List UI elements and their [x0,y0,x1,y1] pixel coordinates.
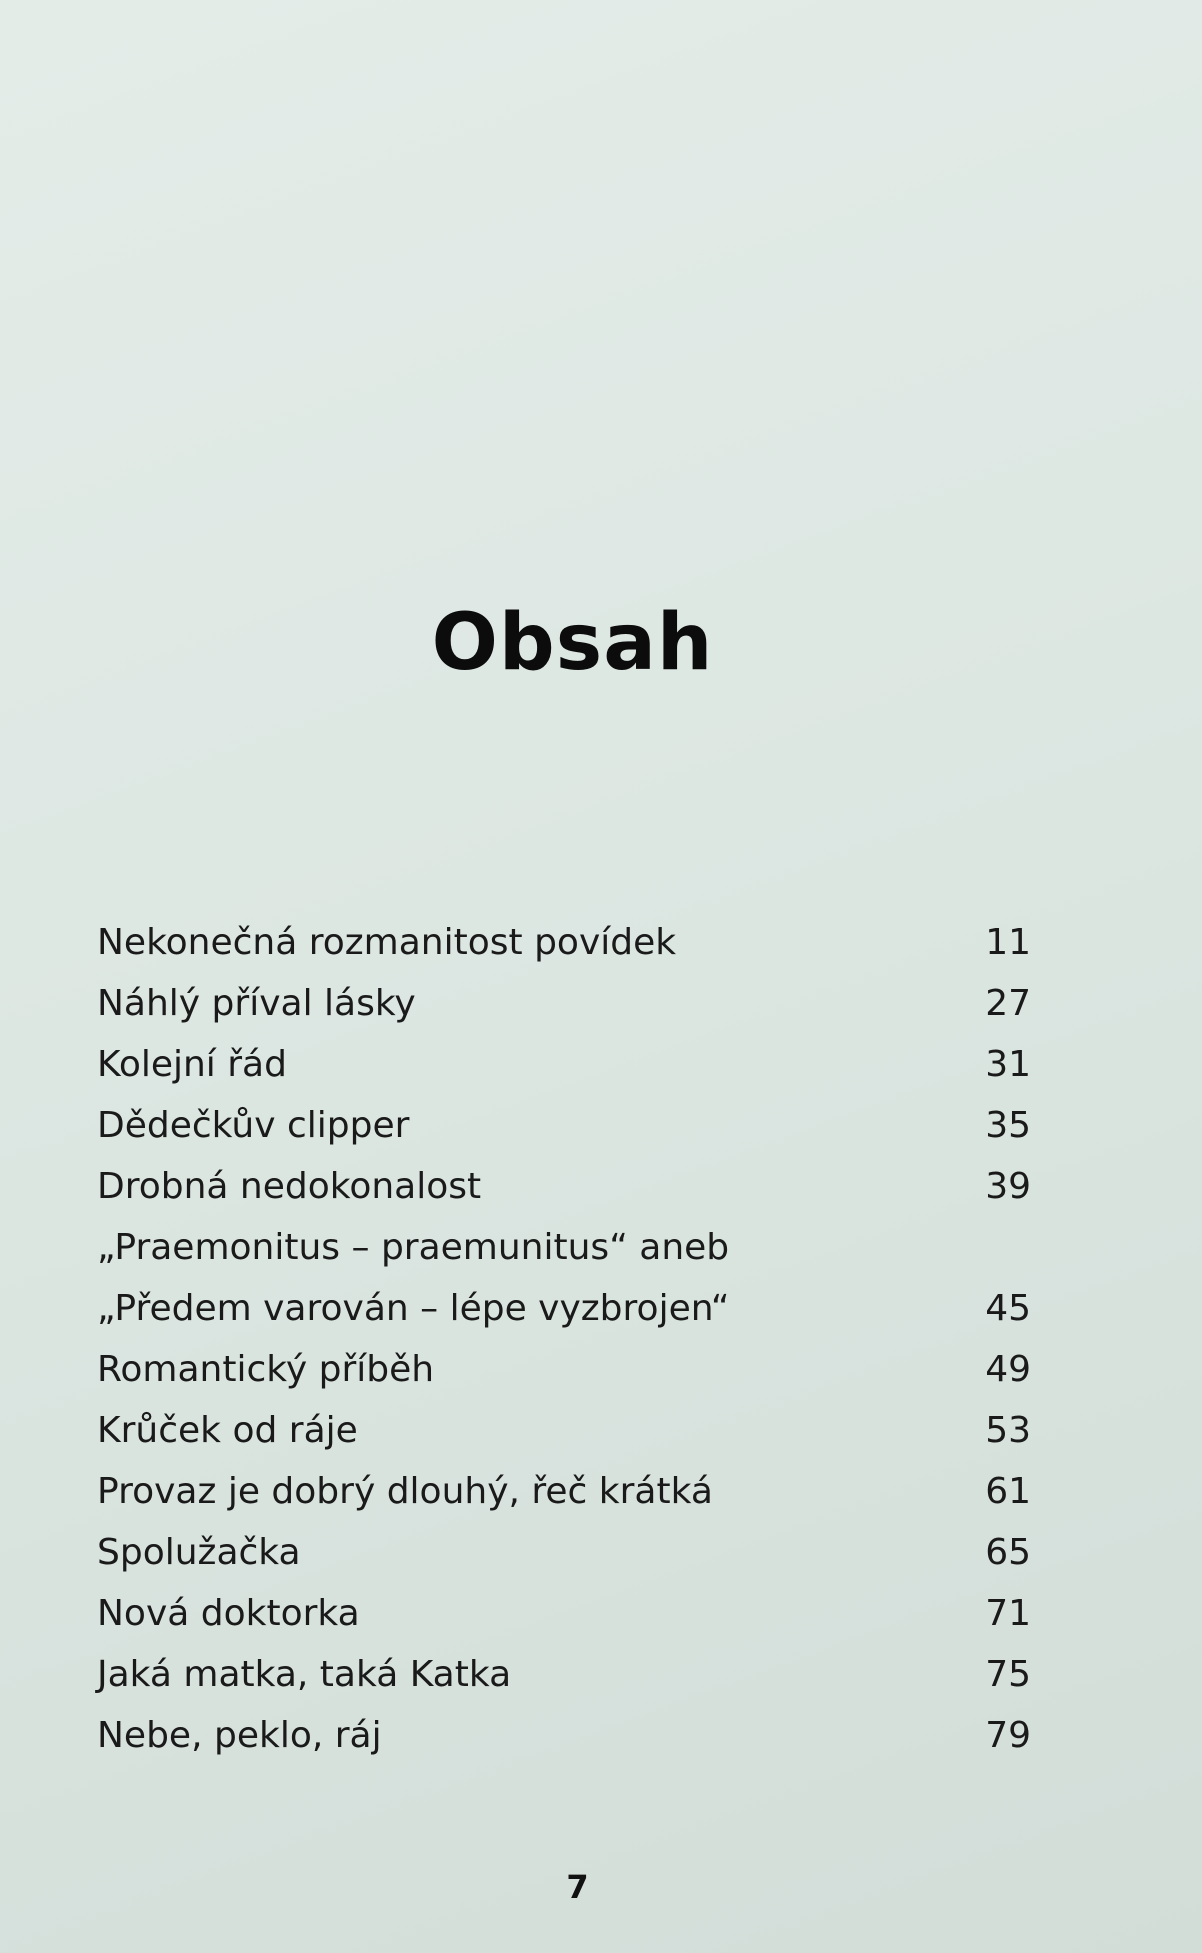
toc-entry-page: 65 [985,1532,1031,1573]
toc-entry-title: „Praemonitus – praemunitus“ aneb [97,1227,730,1268]
page-title: Obsah [431,598,714,688]
toc-entry-page: 79 [985,1715,1031,1756]
toc-entry-title: Spolužačka [97,1532,301,1573]
table-of-contents [97,912,1031,1766]
toc-entry-title: Kolejní řád [97,1044,287,1085]
toc-entry-title: Nekonečná rozmanitost povídek [97,922,677,963]
toc-entry [97,1522,1031,1583]
toc-entry [97,1156,1031,1217]
toc-entry-title: „Předem varován – lépe vyzbrojen“ [97,1288,730,1329]
toc-entry-page: 53 [985,1410,1031,1451]
toc-entry-title: Dědečkův clipper [97,1105,410,1146]
toc-entry [97,1644,1031,1705]
toc-entry-page: 49 [985,1349,1031,1390]
toc-entry [97,1095,1031,1156]
toc-entry-title: Romantický příběh [97,1349,435,1390]
toc-entry [97,912,1031,973]
toc-entry [97,1705,1031,1766]
toc-entry-title: Jaká matka, taká Katka [97,1654,512,1695]
toc-entry-page: 71 [985,1593,1031,1634]
toc-entry [97,973,1031,1034]
toc-entry-page: 39 [985,1166,1031,1207]
toc-entry-title: Drobná nedokonalost [97,1166,482,1207]
toc-entry-page: 45 [985,1288,1031,1329]
toc-entry-page: 61 [985,1471,1031,1512]
toc-entry [97,1461,1031,1522]
toc-entry-page: 35 [985,1105,1031,1146]
toc-entry [97,1034,1031,1095]
toc-entry-page: 31 [985,1044,1031,1085]
toc-entry-page: 27 [985,983,1031,1024]
toc-entry [97,1400,1031,1461]
toc-entry-page: 11 [985,922,1031,963]
toc-entry-title: Nová doktorka [97,1593,360,1634]
page-number: 7 [566,1868,589,1906]
toc-entry [97,1278,1031,1339]
toc-entry-page: 75 [985,1654,1031,1695]
toc-entry [97,1583,1031,1644]
toc-entry-title: Krůček od ráje [97,1410,358,1451]
toc-entry [97,1217,1031,1278]
toc-entry-title: Náhlý příval lásky [97,983,416,1024]
toc-entry [97,1339,1031,1400]
toc-entry-title: Nebe, peklo, ráj [97,1715,382,1756]
toc-entry-title: Provaz je dobrý dlouhý, řeč krátká [97,1471,713,1512]
